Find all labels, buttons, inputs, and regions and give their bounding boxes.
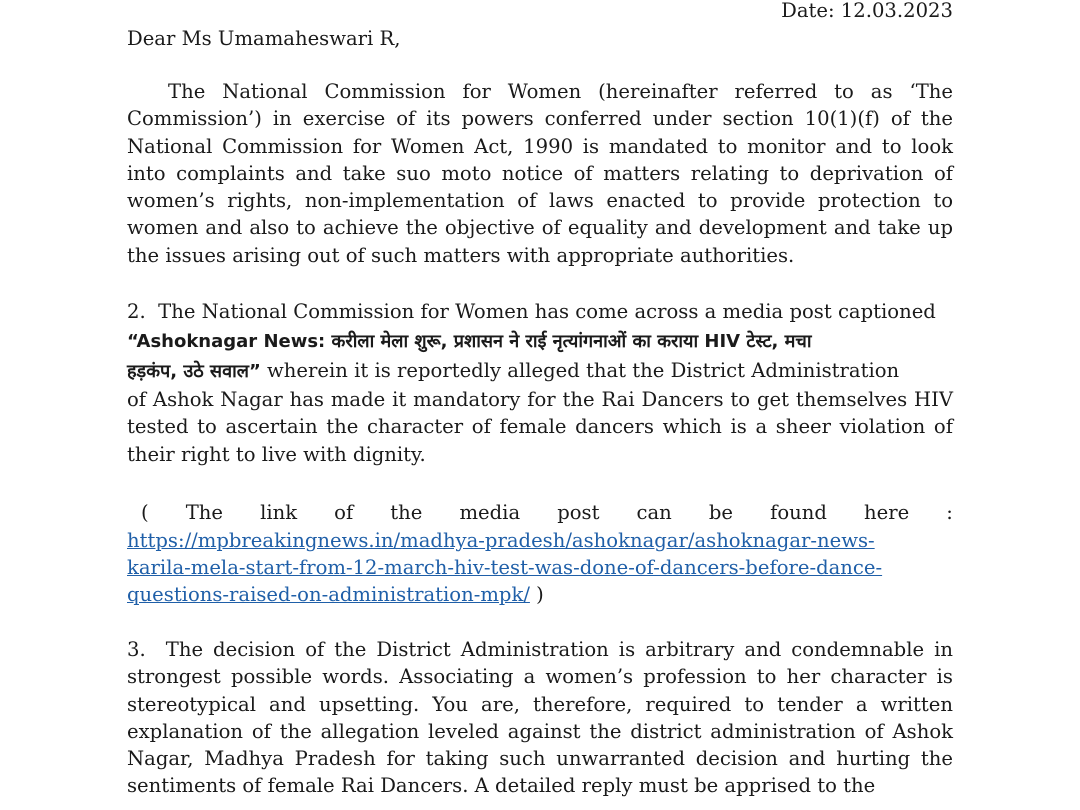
paragraph-2-lead: 2. The National Commission for Women has come across a media post captioned <box>127 300 936 323</box>
link-intro <box>127 499 953 526</box>
media-post-link[interactable] <box>127 529 882 606</box>
paragraph-2 <box>127 298 953 468</box>
link-intro-word: here <box>863 501 910 524</box>
link-intro-word: the <box>390 501 423 524</box>
paragraph-1: The National Commission for Women (hereinafter referred to as ‘The Commission’) in exercise of its powers conferred under section 10(1)(f) of the National Commission for Women Act, 1990 is mandated to monitor and to look into complaints and take suo moto notice of matters relating to deprivation of women’s rights, non-implementation of laws enacted to provide protection to women and also to achieve the objective of equality and development and take up the issues arising out of such matters with appropriate authorities. <box>127 80 953 267</box>
media-link-line-2: karila-mela-start-from-12-march-hiv-test-was-done-of-dancers-before-dance- <box>127 556 883 579</box>
link-intro-word: post <box>557 501 600 524</box>
link-intro-word: media <box>459 501 521 524</box>
paragraph-2-body-cont: of Ashok Nagar has made it mandatory for the Rai Dancers to get themselves HIV tested to ascertain the character of female dancers which is a sheer violation of their right to live with dignity. <box>127 388 953 466</box>
link-intro-word: of <box>334 501 354 524</box>
media-headline-text-1: “Ashoknagar News: करीला मेला शुरू, प्रशासन ने राई नृत्यांगनाओं का कराया HIV टेस्ट, मचा <box>127 331 812 352</box>
link-intro-words <box>127 499 953 526</box>
media-link-line-1: https://mpbreakingnews.in/madhya-pradesh/ashoknagar/ashoknagar-news- <box>127 529 875 552</box>
media-headline-line-2 <box>127 355 953 388</box>
media-link-line-3: questions-raised-on-administration-mpk/ <box>127 583 530 606</box>
link-intro-word: be <box>708 501 734 524</box>
link-close-paren: ) <box>529 583 544 606</box>
media-link-block <box>127 527 953 608</box>
letter-date: Date: 12.03.2023 <box>781 0 953 22</box>
media-headline-text-2: हड़कंप, उठे सवाल” <box>127 361 261 382</box>
link-intro-word: found <box>770 501 827 524</box>
link-intro-word: can <box>636 501 672 524</box>
paragraph-3: 3. The decision of the District Administration is arbitrary and condemnable in strongest possible words. Associating a women’s profession to her character is stereotypical and upsetting. You are, therefore, required to tender a written explanation of the allegation leveled against the district administration of Ashok Nagar, Madhya Pradesh for taking such unwarranted decision and hurting the sentiments of female Rai Dancers. A detailed reply must be apprised to the <box>127 638 953 798</box>
link-intro-word: The <box>185 501 224 524</box>
link-intro-word: link <box>260 501 298 524</box>
link-intro-word: : <box>946 501 953 524</box>
paragraph-2-body-start: wherein it is reportedly alleged that the District Administration <box>260 359 900 382</box>
media-headline-line-1 <box>127 325 953 358</box>
salutation: Dear Ms Umamaheswari R, <box>127 27 401 50</box>
link-intro-word: ( <box>141 501 149 524</box>
